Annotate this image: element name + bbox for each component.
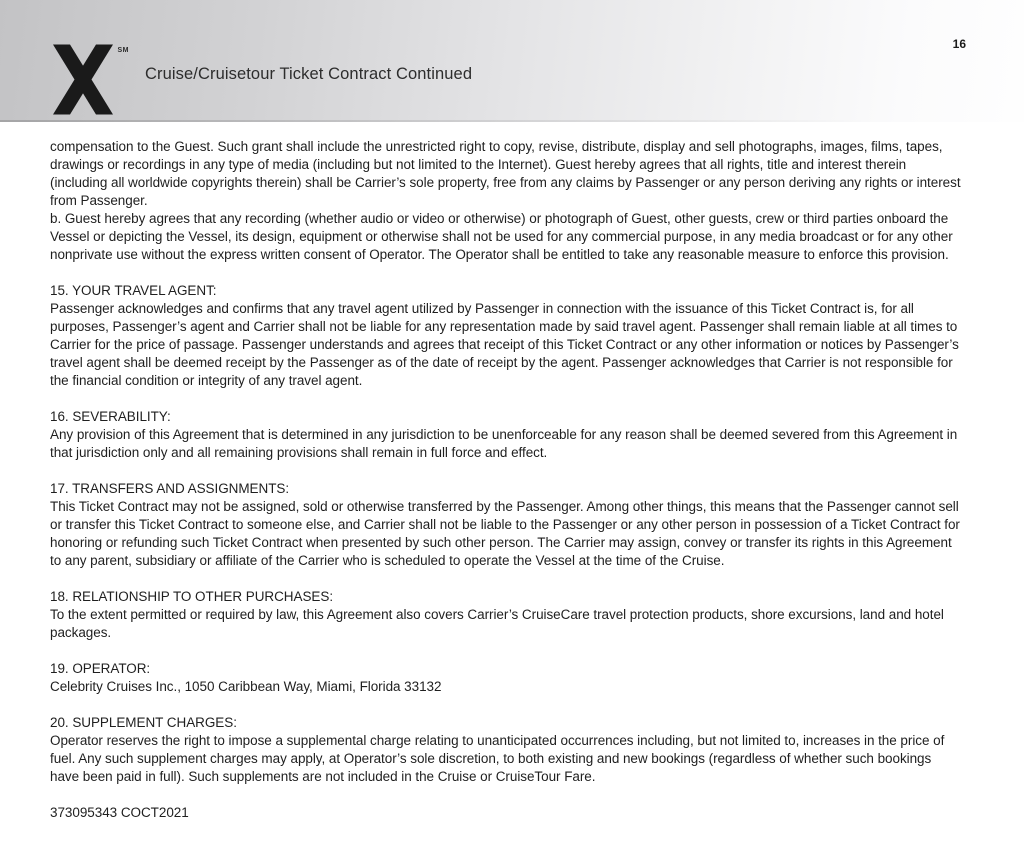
section-body: To the extent permitted or required by law, this Agreement also covers Carrier’s CruiseCare travel protection products, shore excursions, land and hotel packages. — [50, 607, 944, 640]
sm-trademark-label: SM — [117, 47, 129, 54]
section-heading: 15. YOUR TRAVEL AGENT: — [50, 283, 217, 298]
celebrity-x-logo — [53, 44, 129, 115]
section-heading: 19. OPERATOR: — [50, 661, 151, 676]
section-transfers-assignments — [50, 480, 962, 570]
section-body: Operator reserves the right to impose a supplemental charge relating to unanticipated occurrences including, but not limited to, increases in the price of fuel. Any such supplement charges may apply, at Operator’s sole discretion, to both existing and new bookings (regardless of whether such bookings have been paid in full). Such supplements are not included in the Cruise or CruiseTour Fare. — [50, 733, 945, 784]
paragraph-b: b. Guest hereby agrees that any recording (whether audio or video or otherwise) or photograph of Guest, other guests, crew or third parties onboard the Vessel or depicting the Vessel, its design, equipment or otherwise shall not be used for any commercial purpose, in any media broadcast or for any other nonprivate use without the express written consent of Operator. The Operator shall be entitled to take any reasonable measure to enforce this provision. — [50, 211, 953, 262]
section-severability — [50, 408, 962, 462]
section-heading: 16. SEVERABILITY: — [50, 409, 171, 424]
document-code: 373095343 COCT2021 — [50, 805, 189, 820]
x-logo-icon — [53, 44, 113, 115]
section-supplement-charges — [50, 714, 962, 786]
header-title: Cruise/Cruisetour Ticket Contract Continued — [145, 65, 473, 83]
page-number: 16 — [952, 37, 966, 51]
section-relationship-other-purchases — [50, 588, 962, 642]
header-band — [0, 0, 1024, 122]
section-body: Any provision of this Agreement that is determined in any jurisdiction to be unenforceable for any reason shall be deemed severed from this Agreement in that jurisdiction only and all remaining provisions shall remain in full force and effect. — [50, 427, 958, 460]
paragraph-continuation: compensation to the Guest. Such grant shall include the unrestricted right to copy, revise, distribute, display and sell photographs, images, films, tapes, drawings or recordings in any type of media (including but not limited to the Internet). Guest hereby agrees that all rights, title and interest therein (including all worldwide copyrights therein) shall be Carrier’s sole property, free from any claims by Passenger or any person deriving any rights or interest from Passenger. — [50, 139, 961, 208]
section-heading: 18. RELATIONSHIP TO OTHER PURCHASES: — [50, 589, 334, 604]
section-operator — [50, 660, 962, 696]
section-body: This Ticket Contract may not be assigned, sold or otherwise transferred by the Passenger. Among other things, this means that the Passenger cannot sell or transfer this Ticket Contract to someone else, and Carrier shall not be liable to the Passenger or any other person in possession of a Ticket Contract for honoring or refunding such Ticket Contract when presented by such other person. The Carrier may assign, convey or transfer its rights in this Agreement to any parent, subsidiary or affiliate of the Carrier who is scheduled to operate the Vessel at the time of the Cruise. — [50, 499, 960, 568]
section-heading: 17. TRANSFERS AND ASSIGNMENTS: — [50, 481, 290, 496]
section-body: Passenger acknowledges and confirms that any travel agent utilized by Passenger in connection with the issuance of this Ticket Contract is, for all purposes, Passenger’s agent and Carrier shall not be liable for any representation made by said travel agent. Passenger shall remain liable at all times to Carrier for the price of passage. Passenger understands and agrees that receipt of this Ticket Contract or any other information or notices by Passenger’s travel agent shall be deemed receipt by the Passenger as of the date of receipt by the agent. Passenger acknowledges that Carrier is not responsible for the financial condition or integrity of any travel agent. — [50, 301, 959, 388]
section-heading: 20. SUPPLEMENT CHARGES: — [50, 715, 237, 730]
section-body: Celebrity Cruises Inc., 1050 Caribbean Way, Miami, Florida 33132 — [50, 679, 442, 694]
section-travel-agent — [50, 282, 962, 390]
contract-body — [0, 122, 1024, 822]
